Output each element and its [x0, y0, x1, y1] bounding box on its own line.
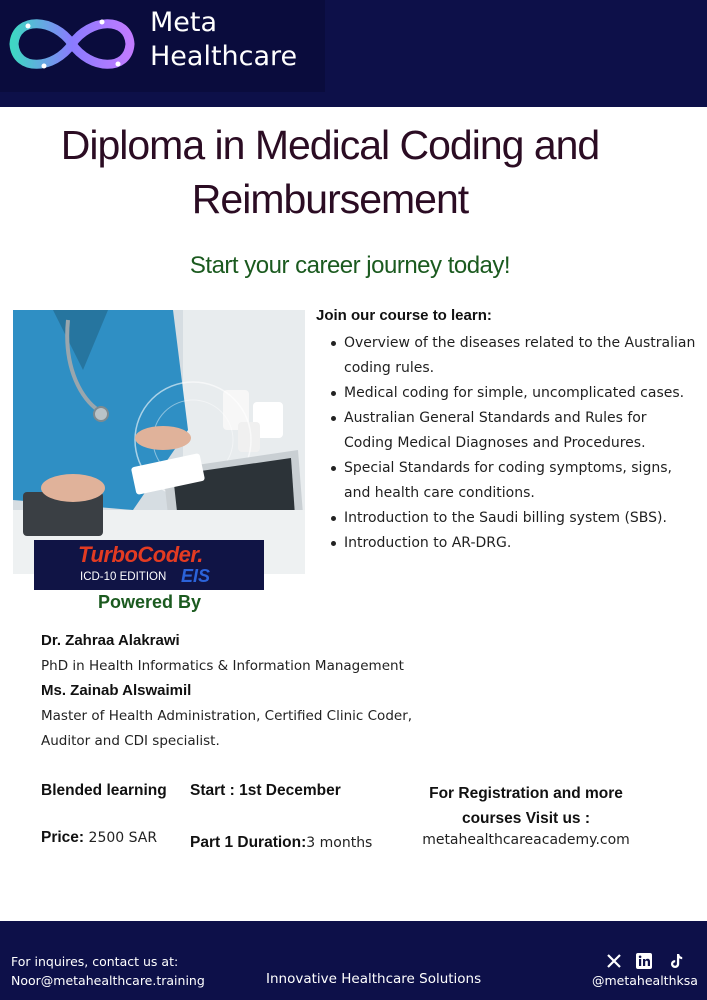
instructor-name: Ms. Zainab Alswaimil	[41, 682, 192, 699]
icd-edition-label: ICD-10 EDITION	[80, 571, 167, 583]
infinity-loop-icon	[6, 6, 138, 82]
tiktok-icon[interactable]	[667, 953, 685, 971]
contact-label: For inquires, contact us at:	[11, 954, 179, 969]
instructor-name: Dr. Zahraa Alakrawi	[41, 632, 180, 649]
learning-mode: Blended learning	[41, 782, 167, 799]
tagline: Innovative Healthcare Solutions	[266, 971, 482, 987]
learn-list	[328, 331, 698, 556]
social-icons	[603, 953, 693, 973]
list-item: Medical coding for simple, uncomplicated cases.	[328, 381, 698, 406]
duration-label: Part 1 Duration:	[190, 834, 307, 851]
brand-line2: Healthcare	[150, 41, 298, 72]
contact-email[interactable]: Noor@metahealthcare.training	[11, 973, 205, 988]
turbocoder-wordmark: TurboCoder.	[78, 542, 203, 567]
list-item: Overview of the diseases related to the Australian coding rules.	[328, 331, 698, 381]
price-label: Price:	[41, 829, 85, 846]
list-item: Australian General Standards and Rules for Coding Medical Diagnoses and Procedures.	[328, 406, 698, 456]
duration-value: 3 months	[306, 835, 373, 851]
list-item: Introduction to the Saudi billing system (SBS).	[328, 506, 698, 531]
eis-logo-text: EIS	[181, 566, 211, 586]
powered-by-label: Powered By	[98, 592, 202, 612]
medical-coder-photo	[13, 310, 305, 574]
website-link[interactable]: metahealthcareacademy.com	[422, 832, 630, 848]
x-icon[interactable]	[605, 953, 623, 971]
price-line	[41, 829, 157, 847]
footer-banner	[0, 921, 707, 1000]
list-item: Introduction to AR-DRG.	[328, 531, 698, 556]
price-value: 2500 SAR	[84, 830, 158, 846]
instructor-desc: Master of Health Administration, Certified Clinic Coder,	[41, 708, 413, 724]
brand-name	[150, 6, 297, 74]
learn-heading: Join our course to learn:	[316, 307, 492, 324]
duration-line	[190, 834, 372, 852]
turbocoder-badge	[34, 540, 264, 590]
instructor-desc: Auditor and CDI specialist.	[41, 733, 220, 749]
list-item: Special Standards for coding symptoms, signs, and health care conditions.	[328, 456, 698, 506]
registration-line2: courses Visit us :	[461, 810, 591, 827]
logo-block	[0, 0, 325, 92]
page-title	[20, 118, 640, 226]
linkedin-icon[interactable]	[635, 953, 653, 971]
subtitle: Start your career journey today!	[189, 252, 511, 279]
instructor-desc: PhD in Health Informatics & Information Management	[41, 658, 404, 674]
social-handle[interactable]: @metahealthksa	[592, 973, 698, 988]
brand-line1: Meta	[150, 7, 218, 38]
registration-line1: For Registration and more	[429, 785, 623, 802]
header-banner	[0, 0, 707, 107]
registration-info	[410, 781, 642, 831]
start-date: Start : 1st December	[190, 782, 341, 799]
title-line2: Reimbursement	[191, 176, 469, 222]
title-line1: Diploma in Medical Coding and	[60, 122, 600, 168]
